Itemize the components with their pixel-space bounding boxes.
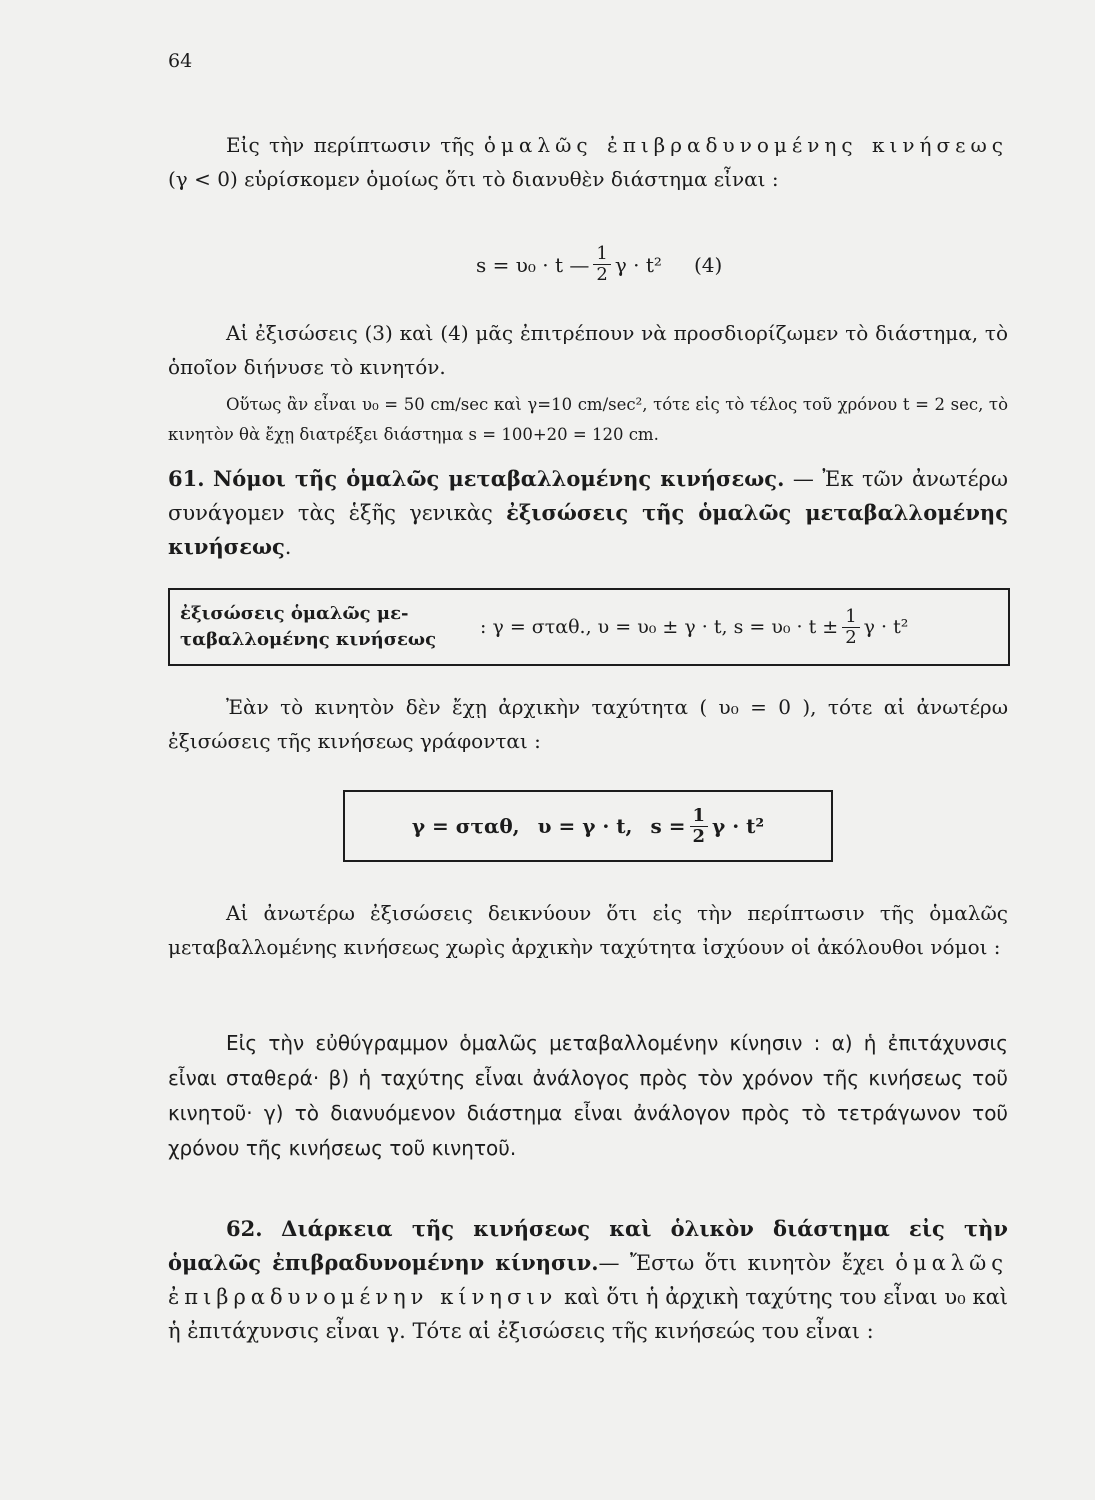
p4-text: Αἱ ἀνωτέρω ἐξισώσεις δεικνύουν ὅτι εἰς τὴν περίπτωσιν τῆς ὁμαλῶς μεταβαλλομένης κινήσεως χωρὶς ἀρχικὴν ταχύτητα ἰσχύουν οἱ ἀκόλουθοι νόμοι : (168, 901, 1008, 959)
box1-num: 1 (842, 607, 859, 628)
section61-number: 61. (168, 466, 205, 491)
section62-text (168, 1212, 1008, 1348)
example-text: Οὕτως ἂν εἶναι υ₀ = 50 cm/sec καὶ γ=10 cm/sec², τότε εἰς τὸ τέλος τοῦ χρόνου t = 2 sec, τὸ κινητὸν θὰ ἔχῃ διατρέξει διάστημα s = 100+20 = 120 cm. (168, 395, 1008, 444)
section61-end: . (284, 535, 292, 559)
box2-eq1: γ = σταθ, (411, 814, 520, 838)
box2-eq3-left: s = (650, 814, 686, 838)
box1-fraction (842, 607, 859, 648)
section61-bold: ἐξισώσεις τῆς ὁμαλῶς μεταβαλλομένης κινήσεως (168, 500, 1008, 559)
formula-4 (476, 244, 722, 285)
section61-title: Νόμοι τῆς ὁμαλῶς μεταβαλλομένης κινήσεως. (213, 466, 785, 491)
intro-spaced: ὁμαλῶς ἐπιβραδυνομένης κινήσεως (483, 133, 1008, 157)
intro-start: Εἰς τὴν περίπτωσιν τῆς (226, 133, 484, 157)
section-62 (168, 1212, 1008, 1348)
section62-end: καὶ ὅτι ἡ ἀρχικὴ ταχύτης του εἶναι υ₀ καὶ ἡ ἐπιτάχυνσις εἶναι γ. Τότε αἱ ἐξισώσεις τῆς κινήσεώς του εἶναι : (168, 1285, 1009, 1343)
example-paragraph (168, 390, 1008, 450)
formula4-fraction (593, 244, 610, 285)
intro-paragraph (168, 128, 1008, 196)
formula4-right: γ · t² (614, 252, 662, 277)
equations-box-formula (480, 607, 908, 648)
section61-text (168, 462, 1008, 564)
intro-end: (γ < 0) εὑρίσκομεν ὁμοίως ὅτι τὸ διανυθὲν διάστημα εἶναι : (168, 167, 779, 191)
intro-text (168, 128, 1008, 196)
paragraph-2 (168, 316, 1008, 384)
box2-eq3-right: γ · t² (712, 814, 765, 838)
paragraph-3 (168, 690, 1008, 758)
equations-box-label (170, 601, 480, 653)
box2-fraction (690, 806, 709, 847)
section62-start: — Ἔστω ὅτι κινητὸν ἔχει (598, 1251, 896, 1275)
box1-den: 2 (845, 626, 857, 648)
page-number: 64 (168, 50, 193, 72)
box2-eq2: υ = γ · t, (537, 814, 633, 838)
box1-eq-right: γ · t² (863, 616, 909, 638)
box2-den: 2 (692, 825, 706, 847)
section61-start: — Ἐκ τῶν ἀνωτέρω συνάγομεν τὰς ἑξῆς γενικὰς (168, 467, 1008, 525)
paragraph-4 (168, 896, 1008, 964)
formula4-den: 2 (596, 264, 608, 285)
box2-num: 1 (690, 806, 709, 827)
paragraph-5 (168, 1026, 1008, 1166)
section62-spaced: ὁμαλῶς ἐπιβραδυνομένην κίνησιν (168, 1251, 1008, 1309)
formula4-number: (4) (693, 252, 723, 277)
section62-title: Διάρκεια τῆς κινήσεως καὶ ὁλικὸν διάστημα εἰς τὴν ὁμαλῶς ἐπιβραδυνομένην κίνησιν. (168, 1216, 1008, 1275)
box1-eq-left: : γ = σταθ., υ = υ₀ ± γ · t, s = υ₀ · t ± (480, 616, 839, 638)
formula4-num: 1 (593, 244, 610, 265)
equations-box (168, 588, 1010, 666)
p2-text: Αἱ ἐξισώσεις (3) καὶ (4) μᾶς ἐπιτρέπουν νὰ προσδιορίζωμεν τὸ διάστημα, τὸ ὁποῖον διήνυσε τὸ κινητόν. (168, 321, 1008, 379)
formula4-left: s = υ₀ · t — (476, 252, 590, 277)
box1-label-line2: ταβαλλομένης κινήσεως (180, 629, 437, 650)
section62-number: 62. (226, 1216, 263, 1241)
p3-text: Ἐὰν τὸ κινητὸν δὲν ἔχῃ ἀρχικὴν ταχύτητα ( υ₀ = 0 ), τότε αἱ ἀνωτέρω ἐξισώσεις τῆς κινήσεως γράφονται : (168, 695, 1008, 753)
box1-label-line1: ἐξισώσεις ὁμαλῶς με- (180, 603, 409, 624)
zero-velocity-equations-box (343, 790, 833, 862)
p5-text: Εἰς τὴν εὐθύγραμμον ὁμαλῶς μεταβαλλομένην κίνησιν : α) ἡ ἐπιτάχυνσις εἶναι σταθερά· β) ἡ ταχύτης εἶναι ἀνάλογος πρὸς τὸν χρόνον τῆς κινήσεως τοῦ κινητοῦ· γ) τὸ διανυόμενον διάστημα εἶναι ἀνάλογον πρὸς τὸ τετράγωνον τοῦ χρόνου τῆς κινήσεως τοῦ κινητοῦ. (168, 1031, 1008, 1160)
section-61 (168, 462, 1008, 564)
